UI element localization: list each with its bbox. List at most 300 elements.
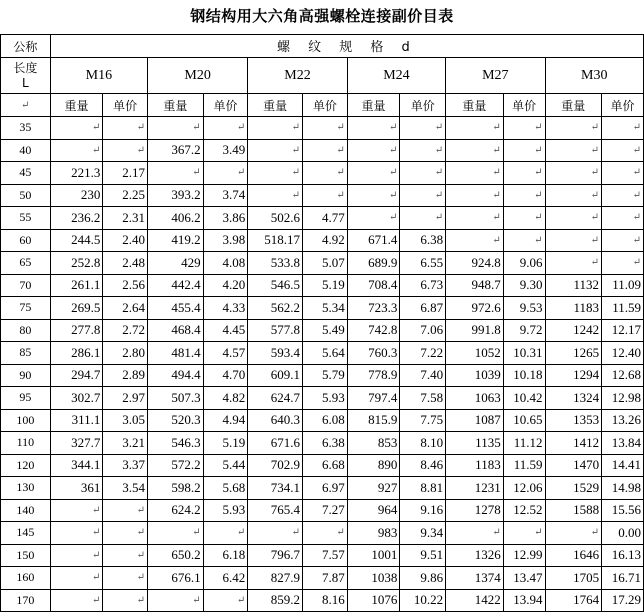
weight-cell: 1412: [545, 432, 602, 455]
length-cell: 110: [1, 432, 51, 455]
price-cell: 11.59: [602, 297, 644, 320]
price-cell: ↵: [103, 499, 148, 522]
price-cell: 10.65: [503, 409, 545, 432]
weight-cell: 827.9: [248, 567, 303, 590]
price-cell: 0.00: [602, 522, 644, 545]
weight-cell: 546.3: [148, 432, 204, 455]
length-cell: 85: [1, 342, 51, 365]
price-cell: ↵: [602, 162, 644, 185]
price-cell: 2.17: [103, 162, 148, 185]
weight-cell: 1038: [347, 567, 400, 590]
price-cell: ↵: [400, 184, 446, 207]
price-cell: ↵: [203, 522, 248, 545]
length-header-line-1: 公称: [1, 35, 51, 58]
price-cell: 13.47: [503, 567, 545, 590]
weight-cell: ↵: [545, 139, 602, 162]
price-cell: 8.46: [400, 454, 446, 477]
weight-cell: 344.1: [50, 454, 103, 477]
weight-cell: ↵: [148, 117, 204, 140]
length-cell: 130: [1, 477, 51, 500]
weight-cell: 1076: [347, 589, 400, 612]
weight-cell: 1001: [347, 544, 400, 567]
weight-cell: 708.4: [347, 274, 400, 297]
weight-cell: 689.9: [347, 252, 400, 275]
weight-cell: ↵: [50, 522, 103, 545]
price-cell: 13.94: [503, 589, 545, 612]
weight-cell: 261.1: [50, 274, 103, 297]
weight-cell: 1646: [545, 544, 602, 567]
price-cell: 7.58: [400, 387, 446, 410]
price-cell: 3.49: [203, 139, 248, 162]
price-cell: 12.06: [503, 477, 545, 500]
price-cell: 12.98: [602, 387, 644, 410]
price-cell: 6.18: [203, 544, 248, 567]
price-cell: 2.31: [103, 207, 148, 230]
weight-cell: 650.2: [148, 544, 204, 567]
weight-cell: ↵: [50, 567, 103, 590]
weight-cell: 1265: [545, 342, 602, 365]
weight-column-header: 重量: [50, 94, 103, 117]
price-cell: ↵: [400, 207, 446, 230]
weight-cell: ↵: [148, 162, 204, 185]
weight-cell: 742.8: [347, 319, 400, 342]
weight-cell: ↵: [446, 139, 504, 162]
weight-cell: 593.4: [248, 342, 303, 365]
weight-column-header: 重量: [347, 94, 400, 117]
size-header-m20: M20: [148, 58, 248, 94]
price-cell: ↵: [400, 162, 446, 185]
weight-cell: 1326: [446, 544, 504, 567]
weight-cell: 311.1: [50, 409, 103, 432]
weight-cell: 1278: [446, 499, 504, 522]
price-cell: 2.40: [103, 229, 148, 252]
weight-cell: ↵: [545, 207, 602, 230]
price-cell: ↵: [203, 117, 248, 140]
weight-cell: ↵: [347, 117, 400, 140]
weight-cell: 760.3: [347, 342, 400, 365]
weight-cell: 1529: [545, 477, 602, 500]
price-cell: 12.68: [602, 364, 644, 387]
weight-column-header: 重量: [148, 94, 204, 117]
weight-cell: 1764: [545, 589, 602, 612]
page-title: 钢结构用大六角高强螺栓连接副价目表: [190, 7, 454, 25]
subheader-row: [1, 94, 644, 117]
table-row: [1, 117, 644, 140]
weight-column-header: 重量: [446, 94, 504, 117]
price-cell: 2.80: [103, 342, 148, 365]
price-cell: 2.56: [103, 274, 148, 297]
price-cell: ↵: [103, 544, 148, 567]
price-cell: 17.29: [602, 589, 644, 612]
length-cell: 70: [1, 274, 51, 297]
price-cell: 11.12: [503, 432, 545, 455]
price-cell: ↵: [602, 229, 644, 252]
price-cell: 2.72: [103, 319, 148, 342]
price-cell: 4.57: [203, 342, 248, 365]
table-row: [1, 274, 644, 297]
weight-cell: 778.9: [347, 364, 400, 387]
price-cell: ↵: [203, 162, 248, 185]
length-cell: 90: [1, 364, 51, 387]
weight-cell: 1324: [545, 387, 602, 410]
weight-cell: 890: [347, 454, 400, 477]
weight-cell: 723.3: [347, 297, 400, 320]
price-cell: 6.68: [303, 454, 348, 477]
weight-cell: 702.9: [248, 454, 303, 477]
price-cell: 9.86: [400, 567, 446, 590]
weight-cell: ↵: [545, 117, 602, 140]
weight-cell: ↵: [545, 162, 602, 185]
price-cell: 6.73: [400, 274, 446, 297]
weight-cell: 1374: [446, 567, 504, 590]
weight-cell: 252.8: [50, 252, 103, 275]
weight-cell: ↵: [446, 522, 504, 545]
weight-cell: ↵: [50, 544, 103, 567]
weight-cell: 1087: [446, 409, 504, 432]
weight-cell: 624.7: [248, 387, 303, 410]
weight-cell: 455.4: [148, 297, 204, 320]
weight-cell: 927: [347, 477, 400, 500]
weight-cell: ↵: [446, 162, 504, 185]
table-row: [1, 364, 644, 387]
length-cell: 75: [1, 297, 51, 320]
weight-cell: 853: [347, 432, 400, 455]
price-cell: 10.22: [400, 589, 446, 612]
weight-cell: ↵: [545, 252, 602, 275]
weight-cell: 502.6: [248, 207, 303, 230]
price-cell: 2.64: [103, 297, 148, 320]
price-cell: ↵: [303, 162, 348, 185]
weight-cell: 972.6: [446, 297, 504, 320]
weight-cell: 1294: [545, 364, 602, 387]
weight-cell: 1052: [446, 342, 504, 365]
price-cell: 3.98: [203, 229, 248, 252]
price-cell: 9.72: [503, 319, 545, 342]
weight-cell: ↵: [248, 184, 303, 207]
price-cell: 9.34: [400, 522, 446, 545]
size-header-m30: M30: [545, 58, 643, 94]
weight-cell: 507.3: [148, 387, 204, 410]
price-cell: 6.42: [203, 567, 248, 590]
weight-cell: 598.2: [148, 477, 204, 500]
price-cell: ↵: [602, 207, 644, 230]
price-cell: 9.16: [400, 499, 446, 522]
price-cell: 12.17: [602, 319, 644, 342]
price-cell: 10.18: [503, 364, 545, 387]
price-column-header: 单价: [203, 94, 248, 117]
price-table: [0, 34, 644, 612]
price-cell: 2.89: [103, 364, 148, 387]
weight-cell: 1135: [446, 432, 504, 455]
price-cell: 5.19: [203, 432, 248, 455]
weight-cell: 577.8: [248, 319, 303, 342]
size-header-m27: M27: [446, 58, 545, 94]
price-cell: 3.74: [203, 184, 248, 207]
weight-cell: ↵: [446, 184, 504, 207]
weight-cell: 1231: [446, 477, 504, 500]
weight-cell: 494.4: [148, 364, 204, 387]
price-cell: 12.99: [503, 544, 545, 567]
price-cell: 16.71: [602, 567, 644, 590]
weight-cell: ↵: [446, 207, 504, 230]
weight-cell: 1353: [545, 409, 602, 432]
price-cell: 7.27: [303, 499, 348, 522]
weight-cell: ↵: [347, 139, 400, 162]
price-cell: 12.52: [503, 499, 545, 522]
weight-cell: 1183: [446, 454, 504, 477]
price-cell: 7.22: [400, 342, 446, 365]
price-cell: ↵: [103, 139, 148, 162]
price-cell: 6.08: [303, 409, 348, 432]
weight-cell: ↵: [50, 139, 103, 162]
table-row: [1, 319, 644, 342]
weight-cell: 361: [50, 477, 103, 500]
weight-cell: 624.2: [148, 499, 204, 522]
length-cell: 150: [1, 544, 51, 567]
weight-cell: ↵: [545, 229, 602, 252]
length-cell: 65: [1, 252, 51, 275]
weight-cell: ↵: [248, 162, 303, 185]
weight-column-header: 重量: [545, 94, 602, 117]
length-cell: 80: [1, 319, 51, 342]
price-cell: 9.30: [503, 274, 545, 297]
table-row: [1, 522, 644, 545]
length-cell: 45: [1, 162, 51, 185]
price-cell: 7.06: [400, 319, 446, 342]
length-cell: 145: [1, 522, 51, 545]
price-cell: ↵: [400, 117, 446, 140]
thread-spec-header: 螺 纹 规 格 d: [50, 35, 643, 58]
weight-cell: 244.5: [50, 229, 103, 252]
length-cell: 100: [1, 409, 51, 432]
weight-cell: 640.3: [248, 409, 303, 432]
length-cell: 50: [1, 184, 51, 207]
length-cell: 170: [1, 589, 51, 612]
price-cell: ↵: [503, 522, 545, 545]
price-cell: 6.87: [400, 297, 446, 320]
weight-cell: ↵: [347, 184, 400, 207]
price-cell: ↵: [602, 139, 644, 162]
weight-cell: ↵: [545, 184, 602, 207]
table-row: [1, 229, 644, 252]
price-cell: 15.56: [602, 499, 644, 522]
weight-cell: 406.2: [148, 207, 204, 230]
price-cell: 4.08: [203, 252, 248, 275]
price-cell: 10.31: [503, 342, 545, 365]
price-cell: 3.21: [103, 432, 148, 455]
weight-cell: ↵: [148, 522, 204, 545]
price-cell: 5.44: [203, 454, 248, 477]
length-cell: 140: [1, 499, 51, 522]
price-cell: ↵: [602, 117, 644, 140]
price-cell: ↵: [503, 139, 545, 162]
price-cell: 5.64: [303, 342, 348, 365]
weight-cell: 230: [50, 184, 103, 207]
weight-cell: 572.2: [148, 454, 204, 477]
length-cell: 40: [1, 139, 51, 162]
price-cell: 5.07: [303, 252, 348, 275]
price-cell: 6.38: [400, 229, 446, 252]
table-row: [1, 409, 644, 432]
price-column-header: 单价: [503, 94, 545, 117]
price-cell: 5.93: [203, 499, 248, 522]
price-cell: ↵: [602, 252, 644, 275]
table-row: [1, 499, 644, 522]
price-cell: 13.84: [602, 432, 644, 455]
weight-cell: ↵: [347, 207, 400, 230]
price-cell: 2.25: [103, 184, 148, 207]
length-cell: 95: [1, 387, 51, 410]
weight-cell: 429: [148, 252, 204, 275]
table-row: [1, 207, 644, 230]
weight-cell: 1470: [545, 454, 602, 477]
price-cell: 13.26: [602, 409, 644, 432]
weight-cell: 286.1: [50, 342, 103, 365]
table-row: [1, 184, 644, 207]
price-cell: 4.70: [203, 364, 248, 387]
price-cell: 7.40: [400, 364, 446, 387]
weight-cell: 1132: [545, 274, 602, 297]
price-cell: 3.05: [103, 409, 148, 432]
weight-cell: 393.2: [148, 184, 204, 207]
table-row: [1, 342, 644, 365]
weight-cell: 1063: [446, 387, 504, 410]
price-cell: 4.45: [203, 319, 248, 342]
weight-cell: ↵: [50, 499, 103, 522]
table-row: [1, 387, 644, 410]
weight-cell: 859.2: [248, 589, 303, 612]
weight-cell: ↵: [446, 117, 504, 140]
weight-cell: 481.4: [148, 342, 204, 365]
weight-cell: 796.7: [248, 544, 303, 567]
table-row: [1, 297, 644, 320]
table-row: [1, 432, 644, 455]
weight-cell: ↵: [50, 589, 103, 612]
weight-cell: 1039: [446, 364, 504, 387]
weight-cell: ↵: [248, 522, 303, 545]
weight-cell: 1183: [545, 297, 602, 320]
price-cell: 4.94: [203, 409, 248, 432]
price-cell: 5.79: [303, 364, 348, 387]
price-column-header: 单价: [602, 94, 644, 117]
price-cell: 14.98: [602, 477, 644, 500]
price-cell: 5.34: [303, 297, 348, 320]
weight-cell: ↵: [446, 229, 504, 252]
weight-cell: ↵: [248, 139, 303, 162]
price-cell: 14.41: [602, 454, 644, 477]
weight-cell: 442.4: [148, 274, 204, 297]
weight-cell: 520.3: [148, 409, 204, 432]
table-row: [1, 477, 644, 500]
price-cell: ↵: [400, 139, 446, 162]
price-cell: 3.37: [103, 454, 148, 477]
price-cell: 2.48: [103, 252, 148, 275]
price-cell: 8.81: [400, 477, 446, 500]
weight-cell: ↵: [248, 117, 303, 140]
price-cell: 8.16: [303, 589, 348, 612]
price-cell: ↵: [503, 229, 545, 252]
price-cell: 4.20: [203, 274, 248, 297]
weight-cell: 671.6: [248, 432, 303, 455]
price-cell: ↵: [503, 184, 545, 207]
size-header-m24: M24: [347, 58, 445, 94]
weight-cell: 734.1: [248, 477, 303, 500]
price-cell: ↵: [303, 184, 348, 207]
price-cell: 7.75: [400, 409, 446, 432]
weight-cell: 562.2: [248, 297, 303, 320]
weight-cell: 277.8: [50, 319, 103, 342]
length-cell: 60: [1, 229, 51, 252]
weight-cell: ↵: [545, 522, 602, 545]
table-row: [1, 454, 644, 477]
weight-cell: 1705: [545, 567, 602, 590]
size-header-m16: M16: [50, 58, 147, 94]
price-cell: 4.77: [303, 207, 348, 230]
table-row: [1, 544, 644, 567]
weight-cell: ↵: [347, 162, 400, 185]
weight-cell: 533.8: [248, 252, 303, 275]
weight-cell: ↵: [148, 589, 204, 612]
weight-cell: 924.8: [446, 252, 504, 275]
weight-cell: 327.7: [50, 432, 103, 455]
price-cell: 4.92: [303, 229, 348, 252]
price-cell: 9.53: [503, 297, 545, 320]
price-cell: ↵: [503, 162, 545, 185]
price-cell: ↵: [103, 589, 148, 612]
price-cell: 12.40: [602, 342, 644, 365]
price-cell: 3.54: [103, 477, 148, 500]
weight-cell: 221.3: [50, 162, 103, 185]
price-cell: ↵: [103, 522, 148, 545]
weight-cell: 983: [347, 522, 400, 545]
weight-cell: 609.1: [248, 364, 303, 387]
weight-cell: 948.7: [446, 274, 504, 297]
weight-cell: 676.1: [148, 567, 204, 590]
weight-cell: 1242: [545, 319, 602, 342]
price-cell: 8.10: [400, 432, 446, 455]
weight-cell: 419.2: [148, 229, 204, 252]
weight-cell: 518.17: [248, 229, 303, 252]
price-cell: 6.38: [303, 432, 348, 455]
price-column-header: 单价: [103, 94, 148, 117]
price-cell: 10.42: [503, 387, 545, 410]
price-cell: 4.33: [203, 297, 248, 320]
weight-cell: 302.7: [50, 387, 103, 410]
price-cell: ↵: [602, 184, 644, 207]
table-row: [1, 139, 644, 162]
price-cell: 11.59: [503, 454, 545, 477]
price-column-header: 单价: [400, 94, 446, 117]
price-cell: 3.86: [203, 207, 248, 230]
weight-cell: 991.8: [446, 319, 504, 342]
weight-cell: 1588: [545, 499, 602, 522]
weight-cell: 797.4: [347, 387, 400, 410]
weight-cell: 269.5: [50, 297, 103, 320]
price-cell: ↵: [103, 567, 148, 590]
weight-column-header: 重量: [248, 94, 303, 117]
weight-cell: 964: [347, 499, 400, 522]
price-cell: 9.06: [503, 252, 545, 275]
weight-cell: 1422: [446, 589, 504, 612]
length-header-line-2: 长度 L: [1, 58, 51, 94]
price-cell: 9.51: [400, 544, 446, 567]
price-cell: 5.68: [203, 477, 248, 500]
price-cell: 7.57: [303, 544, 348, 567]
size-header-m22: M22: [248, 58, 347, 94]
price-cell: 6.97: [303, 477, 348, 500]
weight-cell: ↵: [50, 117, 103, 140]
price-cell: 6.55: [400, 252, 446, 275]
